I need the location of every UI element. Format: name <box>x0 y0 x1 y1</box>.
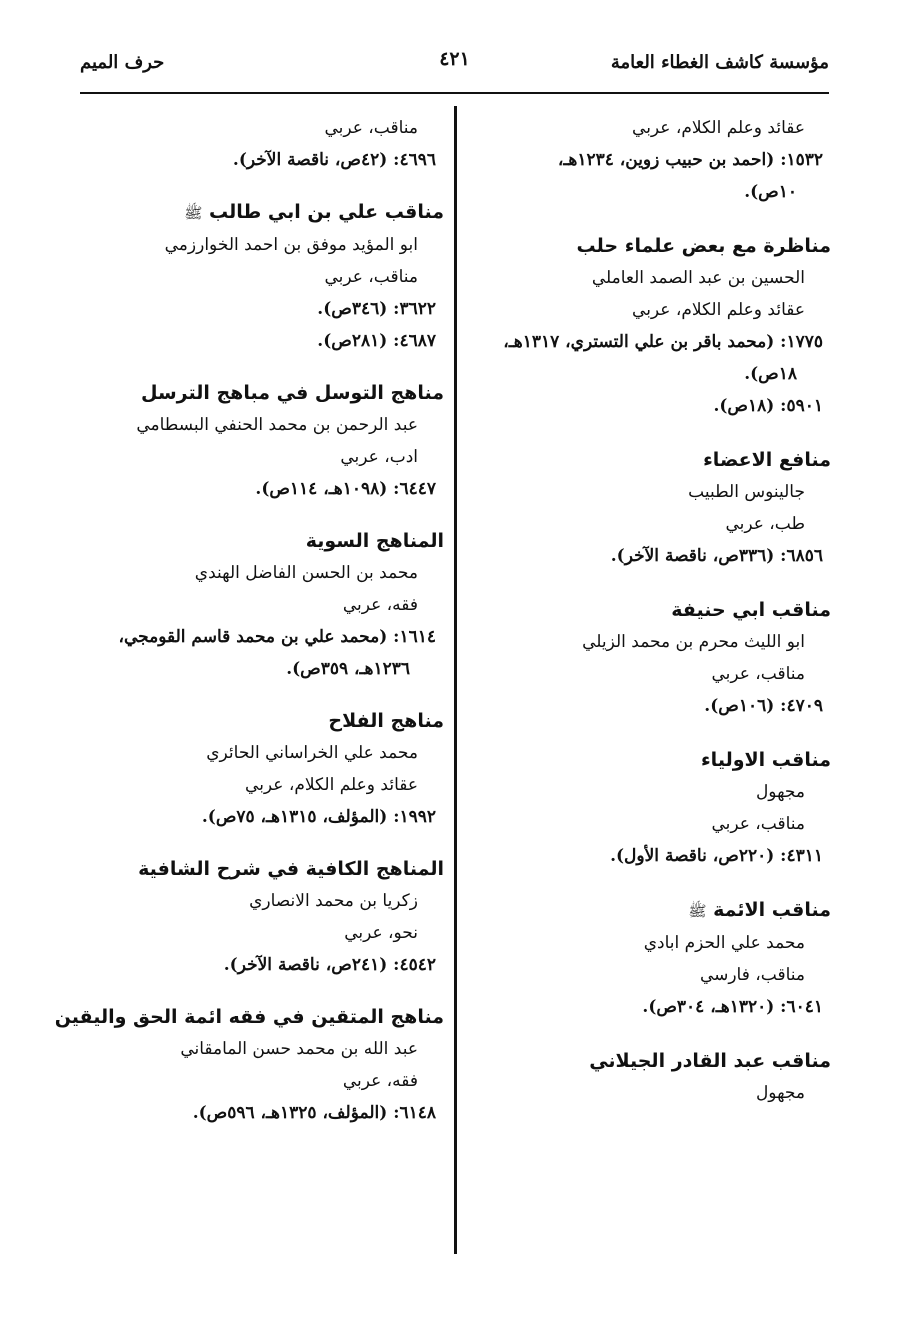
entry-title-text: منافع الاعضاء <box>703 449 831 471</box>
entry-reference <box>495 991 831 1023</box>
reference-text: ٦٤٤٧: (١٠٩٨هـ، ١١٤ص). <box>255 479 436 499</box>
entry-reference <box>94 1097 444 1129</box>
entry-title-text: المناهج الكافية في شرح الشافية <box>138 858 444 880</box>
entry-line: فقه، عربي <box>342 595 418 615</box>
catalog-entry <box>94 853 444 981</box>
reference-text: ١٩٩٢: (المؤلف، ١٣١٥هـ، ٧٥ص). <box>201 807 436 827</box>
entry-line: ادب، عربي <box>340 447 418 467</box>
reference-text: ٦١٤٨: (المؤلف، ١٣٢٥هـ، ٥٩٦ص). <box>192 1103 436 1123</box>
entry-reference <box>94 949 444 981</box>
entry-title-text: المناهج السوية <box>305 530 444 552</box>
reference-text: ٦٠٤١: (١٣٢٠هـ، ٣٠٤ص). <box>642 997 823 1017</box>
entry-title-text: مناقب الاولياء <box>700 749 831 771</box>
entry-line: مجهول <box>755 1083 805 1103</box>
reference-text: ٤٧٠٩: (١٠٦ص). <box>704 696 823 716</box>
entry-title <box>495 1045 831 1077</box>
reference-text: ٤٣١١: (٢٢٠ص، ناقصة الأول). <box>610 846 823 866</box>
entry-title-text: مناقب علي بن ابي طالب <box>208 201 444 223</box>
entry-reference-secondary: ٥٩٠١: (١٨ص). <box>713 396 823 416</box>
entry-line: مناقب، عربي <box>711 664 805 684</box>
entry-line: مناقب، عربي <box>711 814 805 834</box>
entry-reference <box>495 326 831 390</box>
entry-line: الحسين بن عبد الصمد العاملي <box>591 268 805 288</box>
honorific-symbol: ﷺ <box>688 902 707 920</box>
right-column <box>495 112 831 1131</box>
reference-continuation: ١٨ص). <box>744 364 797 384</box>
entry-line: عبد الله بن محمد حسن المامقاني <box>180 1039 418 1059</box>
entry-reference <box>94 473 444 505</box>
entry-line: مناقب، فارسي <box>699 965 805 985</box>
section-title: حرف الميم <box>80 52 165 73</box>
catalog-entry <box>94 377 444 505</box>
entry-title <box>54 1001 444 1033</box>
catalog-entry <box>495 230 831 422</box>
entry-reference <box>94 144 444 176</box>
entry-reference-secondary: ٤٦٨٧: (٢٨١ص). <box>317 331 436 351</box>
entry-title <box>495 744 831 776</box>
honorific-symbol: ﷺ <box>184 204 203 222</box>
reference-text: ١٧٧٥: (محمد باقر بن علي التستري، ١٣١٧هـ، <box>503 332 823 352</box>
entry-line: عقائد وعلم الكلام، عربي <box>632 118 805 138</box>
entry-reference <box>495 144 831 208</box>
entry-line: نحو، عربي <box>344 923 418 943</box>
entry-title <box>495 444 831 476</box>
entry-title <box>94 525 444 557</box>
reference-text: ٤٦٩٦: (٤٢ص، ناقصة الآخر). <box>232 150 436 170</box>
catalog-entry <box>495 444 831 572</box>
entry-line: مجهول <box>755 782 805 802</box>
reference-text: ١٦١٤: (محمد علي بن محمد قاسم القومجي، <box>118 627 436 647</box>
entry-title-text: مناظرة مع بعض علماء حلب <box>576 235 831 257</box>
catalog-entry <box>495 1045 831 1109</box>
entry-reference <box>495 840 831 872</box>
reference-continuation: ١٠ص). <box>744 182 797 202</box>
catalog-entry <box>54 1001 444 1129</box>
entry-title <box>495 594 831 626</box>
entry-line: مناقب، عربي <box>324 118 418 138</box>
entry-title <box>94 196 444 229</box>
entry-line: فقه، عربي <box>342 1071 418 1091</box>
reference-continuation: ١٢٣٦هـ، ٣٥٩ص). <box>286 659 410 679</box>
entry-line: ابو الليث محرم بن محمد الزيلي <box>582 632 805 652</box>
entry-title-text: مناقب ابي حنيفة <box>671 599 831 621</box>
publisher-name: مؤسسة كاشف الغطاء العامة <box>610 52 829 73</box>
entry-line: عبد الرحمن بن محمد الحنفي البسطامي <box>136 415 418 435</box>
entry-reference <box>94 801 444 833</box>
entry-line: محمد بن الحسن الفاضل الهندي <box>194 563 418 583</box>
entry-title-text: مناهج الفلاح <box>328 710 444 732</box>
reference-text: ٦٨٥٦: (٣٣٦ص، ناقصة الآخر). <box>610 546 823 566</box>
entry-title-text: مناهج التوسل في مباهج الترسل <box>141 382 444 404</box>
catalog-entry <box>94 196 444 357</box>
catalog-entry <box>94 525 444 685</box>
entry-title-text: مناهج المتقين في فقه ائمة الحق واليقين <box>54 1006 444 1028</box>
entry-title <box>495 230 831 262</box>
entry-line: جالينوس الطبيب <box>688 482 805 502</box>
catalog-entry <box>94 112 444 176</box>
left-column <box>54 112 444 1149</box>
reference-text: ٣٦٢٢: (٣٤٦ص). <box>317 299 436 319</box>
entry-reference <box>495 540 831 572</box>
entry-reference <box>495 690 831 722</box>
header-rule <box>80 92 829 94</box>
entry-line: ابو المؤيد موفق بن احمد الخوارزمي <box>164 235 418 255</box>
entry-line: عقائد وعلم الكلام، عربي <box>632 300 805 320</box>
reference-text: ١٥٣٢: (احمد بن حبيب زوين، ١٢٣٤هـ، <box>557 150 823 170</box>
entry-line: محمد علي الحزم ابادي <box>643 933 805 953</box>
entry-line: طب، عربي <box>725 514 805 534</box>
entry-line: عقائد وعلم الكلام، عربي <box>245 775 418 795</box>
catalog-entry <box>94 705 444 833</box>
entry-title <box>94 853 444 885</box>
entry-line: مناقب، عربي <box>324 267 418 287</box>
catalog-entry <box>495 112 831 208</box>
reference-text: ٤٥٤٢: (٢٤١ص، ناقصة الآخر). <box>223 955 436 975</box>
entry-reference <box>94 621 444 685</box>
catalog-entry <box>495 894 831 1023</box>
entry-reference <box>94 293 444 325</box>
entry-title-text: مناقب عبد القادر الجيلاني <box>589 1050 831 1072</box>
entry-line: زكريا بن محمد الانصاري <box>249 891 418 911</box>
catalog-entry <box>495 744 831 872</box>
running-header <box>80 46 829 86</box>
column-divider <box>454 106 457 1254</box>
catalog-entry <box>495 594 831 722</box>
entry-line: محمد علي الخراساني الحائري <box>206 743 418 763</box>
page-number: ٤٢١ <box>439 48 470 70</box>
entry-title <box>94 377 444 409</box>
entry-title <box>495 894 831 927</box>
entry-title-text: مناقب الائمة <box>713 899 831 921</box>
entry-title <box>94 705 444 737</box>
